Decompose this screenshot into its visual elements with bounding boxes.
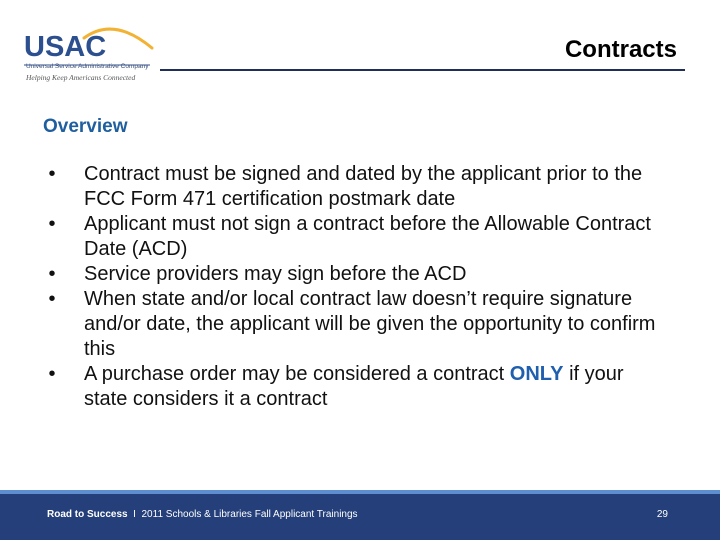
- bullet-text-after: if your state considers it a contract: [84, 363, 624, 410]
- footer-event: 2011 Schools & Libraries Fall Applicant Trainings: [141, 509, 358, 520]
- footer-program: Road to Success: [47, 509, 128, 520]
- footer-separator: I: [133, 509, 136, 520]
- bullet-dot-icon: •: [48, 363, 56, 385]
- bullet-item: [43, 287, 663, 362]
- footer-caption: [47, 510, 358, 520]
- footer-bar: [0, 490, 720, 540]
- bullet-text: Service providers may sign before the ACD: [84, 263, 467, 285]
- footer-accent-band: [0, 490, 720, 494]
- section-heading: Overview: [43, 116, 128, 137]
- bullet-dot-icon: •: [48, 263, 56, 285]
- bullet-dot-icon: •: [48, 213, 56, 235]
- bullet-item: [43, 362, 663, 412]
- bullet-dot-icon: •: [48, 163, 56, 185]
- page-number: 29: [656, 509, 668, 520]
- logo-wordmark: USAC: [24, 31, 107, 63]
- bullet-text-before: A purchase order may be considered a contract: [84, 363, 510, 385]
- bullet-dot-icon: •: [48, 288, 56, 310]
- slide-title: Contracts: [564, 36, 677, 63]
- title-divider: [160, 69, 685, 71]
- logo-subtitle: Universal Service Administrative Company: [26, 63, 149, 70]
- bullet-item: [43, 212, 663, 262]
- bullet-item: [43, 262, 663, 287]
- bullet-text: Applicant must not sign a contract before the Allowable Contract Date (ACD): [84, 213, 651, 260]
- bullet-emphasis: ONLY: [509, 363, 564, 385]
- usac-logo: [22, 22, 162, 84]
- bullet-text: Contract must be signed and dated by the applicant prior to the FCC Form 471 certification postmark date: [84, 163, 643, 210]
- bullet-item: [43, 162, 663, 212]
- logo-tagline: Helping Keep Americans Connected: [26, 73, 136, 82]
- bullet-list: [43, 162, 663, 412]
- bullet-text: When state and/or local contract law doesn’t require signature and/or date, the applicant will be given the opportunity to confirm this: [84, 288, 656, 360]
